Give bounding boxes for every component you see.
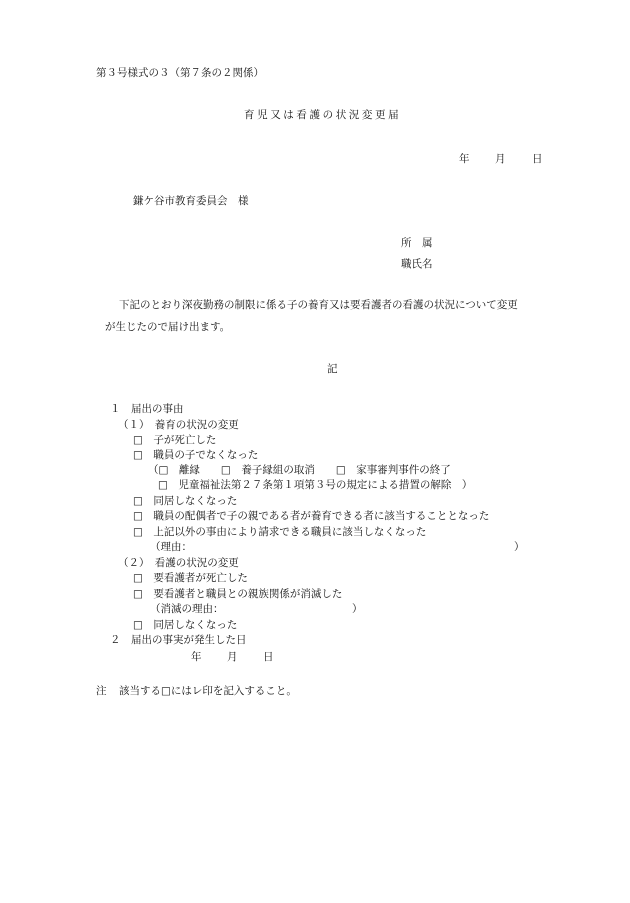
ki-heading: 記 <box>327 363 338 375</box>
checkbox-item: □ 子が死亡した <box>133 434 217 446</box>
reason-close: ） <box>514 541 525 553</box>
checkbox-item: □ 上記以外の事由により請求できる職員に該当しなくなった <box>133 526 427 538</box>
date-month-label: 月 <box>495 153 506 165</box>
detail-line-1: （□ 離縁 □ 養子縁組の取消 □ 家事審判事件の終了 <box>148 464 451 476</box>
form-number: 第３号様式の３（第７条の２関係） <box>96 67 264 79</box>
department-label: 所 属 <box>401 237 433 249</box>
addressee: 鎌ケ谷市教育委員会 様 <box>133 195 249 207</box>
checkbox-item: □ 職員の子でなくなった <box>133 449 259 461</box>
checkbox-item: □ 同居しなくなった <box>133 619 238 631</box>
reason-open: （消滅の理由： <box>150 603 224 615</box>
date-year-label: 年 <box>459 153 470 165</box>
section-2-heading: ２ 届出の事実が発生した日 <box>110 634 247 646</box>
section-2-day-label: 日 <box>263 651 274 663</box>
detail-line-2: □ 児童福祉法第２７条第１項第３号の規定による措置の解除 ） <box>158 479 473 491</box>
reason-open: （理由： <box>150 541 192 553</box>
checkbox-item: □ 同居しなくなった <box>133 495 238 507</box>
page-title: 育児又は看護の状況変更届 <box>244 109 402 121</box>
note-text: 該当する□にはレ印を記入すること。 <box>119 685 297 697</box>
name-label: 職氏名 <box>401 258 433 270</box>
note-label: 注 <box>96 685 107 697</box>
subsection-1-1-heading: （１） 養育の状況の変更 <box>118 419 239 431</box>
body-line-1: 下記のとおり深夜勤務の制限に係る子の養育又は要看護者の看護の状況について変更 <box>119 299 518 311</box>
body-line-2: が生じたので届け出ます。 <box>105 321 231 333</box>
section-2-month-label: 月 <box>227 651 238 663</box>
subsection-1-2-heading: （２） 看護の状況の変更 <box>118 557 239 569</box>
checkbox-item: □ 要看護者と職員との親族関係が消滅した <box>133 588 343 600</box>
checkbox-item: □ 職員の配偶者で子の親である者が養育できる者に該当することとなった <box>133 510 490 522</box>
section-2-year-label: 年 <box>191 651 202 663</box>
reason-close: ） <box>352 603 363 615</box>
section-1-heading: １ 届出の事由 <box>110 403 184 415</box>
date-day-label: 日 <box>532 153 543 165</box>
checkbox-item: □ 要看護者が死亡した <box>133 572 248 584</box>
